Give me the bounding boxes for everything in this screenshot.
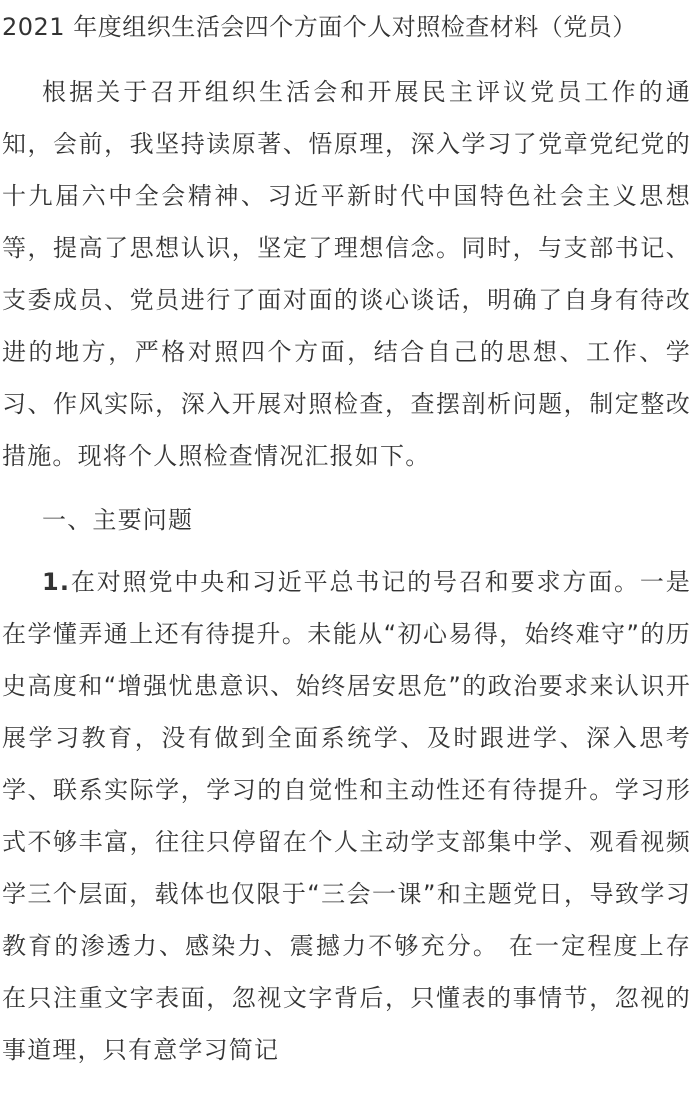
intro-paragraph: 根据关于召开组织生活会和开展民主评议党员工作的通知，会前，我坚持读原著、悟原理，深入学习了党章党纪党的十九届六中全会精神、习近平新时代中国特色社会主义思想等，提高了思想认识，坚定了理想信念。同时，与支部书记、支委成员、党员进行了面对面的谈心谈话，明确了自身有待改进的地方，严格对照四个方面，结合自己的思想、工作、学习、作风实际，深入开展对照检查，查摆剖析问题，制定整改措施。现将个人照检查情况汇报如下。 bbox=[2, 78, 691, 470]
problem-item-1-text: 在对照党中央和习近平总书记的号召和要求方面。一是在学懂弄通上还有待提升。未能从“初心易得，始终难守”的历史高度和“增强忧患意识、始终居安思危”的政治要求来认识开展学习教育，没有做到全面系统学、及时跟进学、深入思考学、联系实际学，学习的自觉性和主动性还有待提升。学习形式不够丰富，往往只停留在个人主动学支部集中学、观看视频学三个层面，载体也仅限于“三会一课”和主题党日，导致学习教育的渗透力、感染力、震撼力不够充分。 在一定程度上存在只注重文字表面，忽视文字背后，只懂表的事情节，忽视的事道理，只有意学习简记 bbox=[2, 568, 691, 1064]
section-heading-main-problems: 一、主要问题 bbox=[42, 506, 194, 534]
problem-item-1-number: 1. bbox=[42, 568, 71, 596]
document-title: 2021 年度组织生活会四个方面个人对照检查材料（党员） bbox=[2, 13, 637, 41]
problem-item-1-paragraph bbox=[2, 556, 691, 1076]
